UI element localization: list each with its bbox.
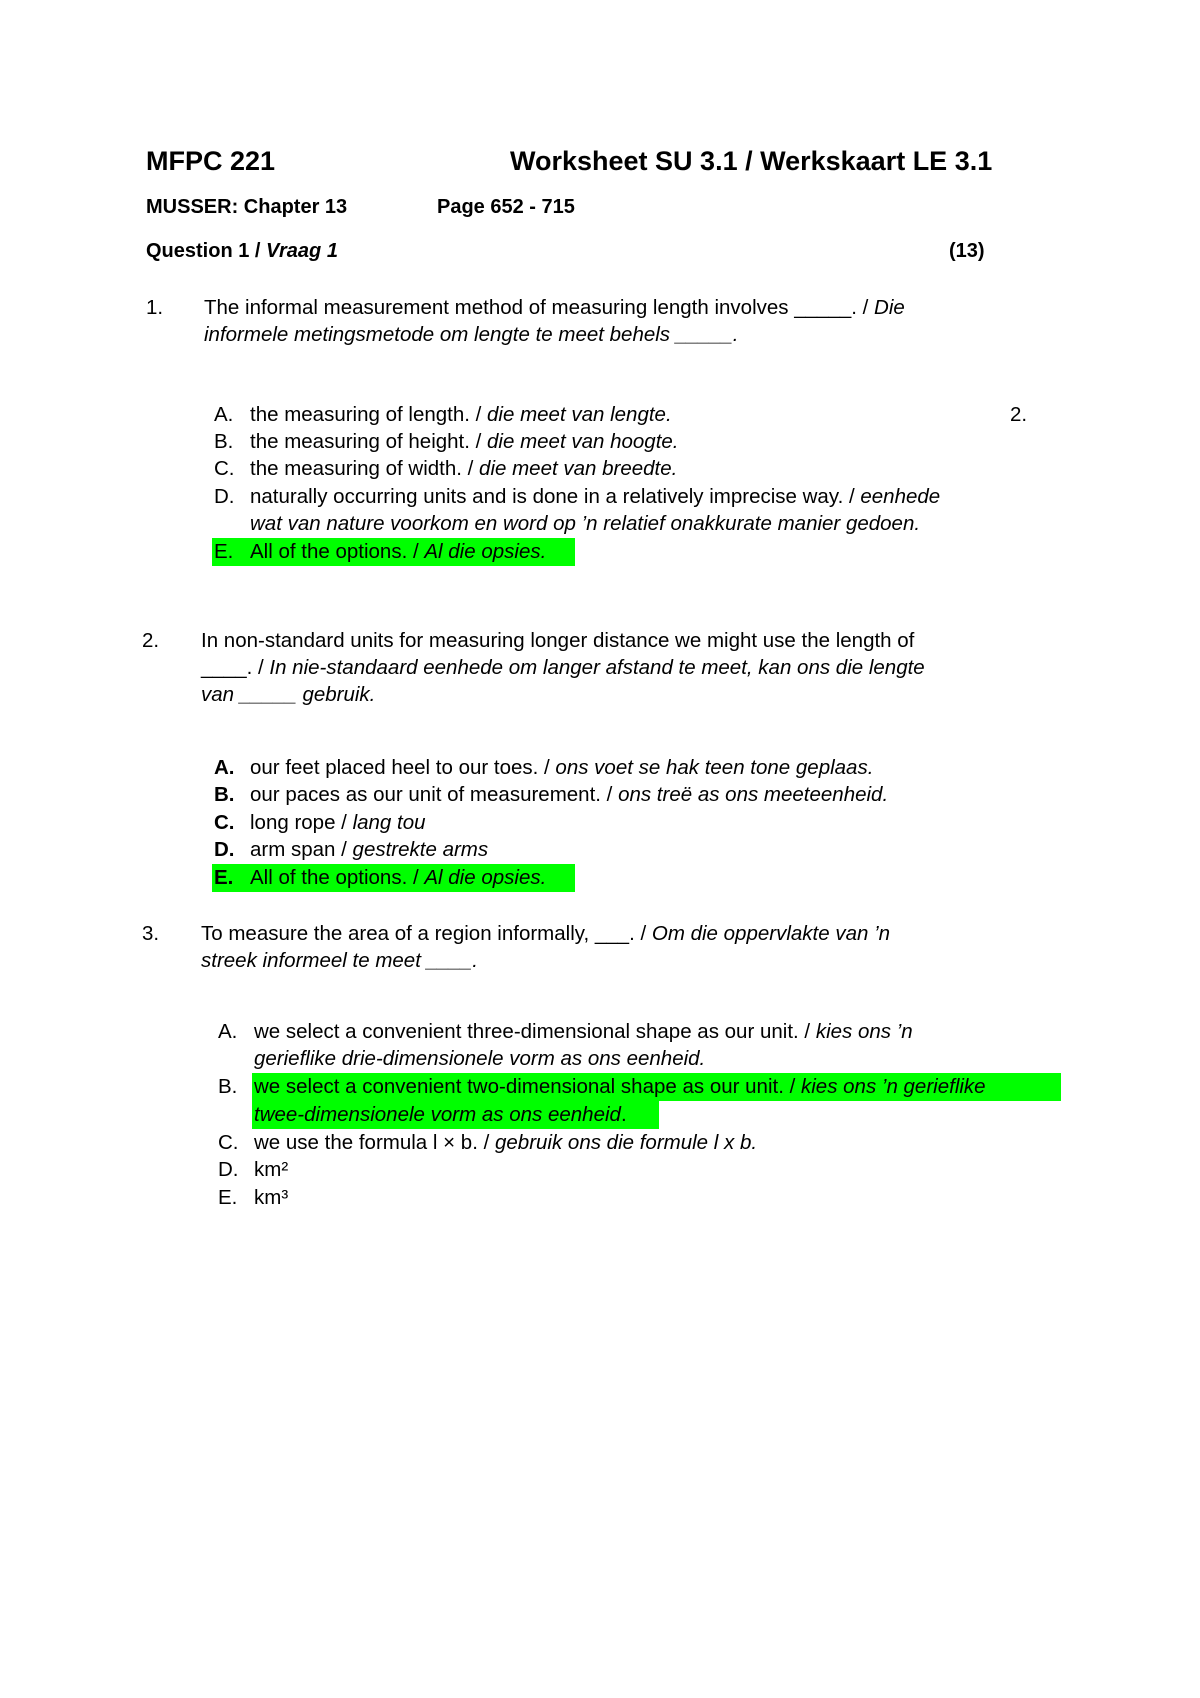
q3-option-b-en: we select a convenient two-dimensional shape as our unit. / [254,1075,801,1098]
q3-option-a-letter: A. [218,1020,238,1043]
q1-option-d [250,483,940,510]
q3-option-d-letter: D. [218,1158,239,1181]
q1-option-a-en: the measuring of length. / [250,403,488,426]
q3-option-c-en: we use the formula l × b. / [254,1131,495,1154]
q1-stray-number: 2. [1010,403,1028,426]
q2-option-e-en: All of the options. / [250,866,425,889]
q1-option-b-letter: B. [214,430,234,453]
q1-stem-line2: informele metingsmetode om lengte te meet behels _____. [204,323,739,346]
question-marks: (13) [949,240,985,262]
q1-option-e [250,538,546,565]
q2-option-a-letter: A. [214,756,235,779]
q1-option-a [250,401,672,428]
q2-option-c-af: lang tou [352,811,426,834]
q3-stem-line1 [201,920,890,947]
q3-option-b-letter: B. [218,1075,238,1098]
q3-option-c [254,1129,757,1156]
q3-stem-en: To measure the area of a region informally, ___. / [201,922,652,945]
q2-option-a [250,754,873,781]
q2-option-e [250,864,546,891]
q2-option-d [250,836,488,863]
q1-option-c [250,455,677,482]
q3-option-b-tail: . [620,1103,627,1126]
q3-option-a-af: kies ons ’n [815,1020,913,1043]
q1-option-b [250,428,679,455]
q3-option-a-line2: gerieflike drie-dimensionele vorm as ons eenheid. [254,1047,706,1070]
q1-option-a-letter: A. [214,403,234,426]
q3-option-a-en: we select a convenient three-dimensional shape as our unit. / [254,1020,816,1043]
page-range: Page 652 - 715 [437,196,575,218]
question-heading-af: Vraag 1 [266,240,338,262]
q2-option-d-letter: D. [214,838,235,861]
q2-option-e-letter: E. [214,866,234,889]
course-code: MFPC 221 [146,146,276,176]
q2-option-e-af: Al die opsies. [424,866,547,889]
q2-stem-af: In nie-standaard eenhede om langer afstand te meet, kan ons die lengte [269,656,925,679]
q1-option-e-af: Al die opsies. [424,540,547,563]
q1-number: 1. [146,296,164,319]
q1-option-c-af: die meet van breedte. [479,457,678,480]
q1-option-d-line2: wat van nature voorkom en word op ’n relatief onakkurate manier gedoen. [250,512,921,535]
q3-option-b-af2: twee-dimensionele vorm as ons eenheid [254,1103,621,1126]
q3-option-e-letter: E. [218,1186,238,1209]
q1-option-d-af: eenhede [860,485,941,508]
q1-option-b-en: the measuring of height. / [250,430,488,453]
q2-stem-line3: van _____ gebruik. [201,683,376,706]
q2-option-c-letter: C. [214,811,235,834]
q2-option-b-letter: B. [214,783,235,806]
q2-stem-line2 [201,654,925,681]
q2-option-b-af: ons treë as ons meeteenheid. [618,783,889,806]
q2-option-b-en: our paces as our unit of measurement. / [250,783,619,806]
q1-option-c-letter: C. [214,457,235,480]
q2-option-a-af: ons voet se hak teen tone geplaas. [555,756,874,779]
q3-stem-af: Om die oppervlakte van ’n [651,922,891,945]
q3-option-e: km³ [254,1186,289,1209]
q1-stem-af: Die [874,296,905,319]
worksheet-title: Worksheet SU 3.1 / Werkskaart LE 3.1 [510,146,993,176]
question-heading [146,240,338,263]
q2-option-d-af: gestrekte arms [352,838,489,861]
q2-stem-line1: In non-standard units for measuring longer distance we might use the length of [201,629,915,652]
question-heading-en: Question 1 / [146,240,267,262]
q2-stem-en: ____. / [201,656,270,679]
q1-stem-line1 [204,294,905,321]
q1-option-e-letter: E. [214,540,234,563]
q3-option-c-af: gebruik ons die formule l x b. [495,1131,758,1154]
q1-option-d-letter: D. [214,485,235,508]
q1-option-b-af: die meet van hoogte. [487,430,679,453]
q3-option-d: km² [254,1158,289,1181]
q1-option-e-en: All of the options. / [250,540,425,563]
q1-option-c-en: the measuring of width. / [250,457,480,480]
q2-option-b [250,781,888,808]
source-reference: MUSSER: Chapter 13 [146,196,348,218]
q3-option-b [254,1073,986,1100]
q3-stem-line2: streek informeel te meet ____. [201,949,478,972]
q2-option-a-en: our feet placed heel to our toes. / [250,756,556,779]
q3-number: 3. [142,922,160,945]
q3-option-c-letter: C. [218,1131,239,1154]
q3-option-b-line2 [254,1101,627,1128]
q2-option-d-en: arm span / [250,838,353,861]
q2-number: 2. [142,629,160,652]
q2-option-c [250,809,426,836]
q3-option-b-af: kies ons ’n gerieflike [800,1075,986,1098]
q1-stem-en: The informal measurement method of measuring length involves _____. / [204,296,875,319]
q2-option-c-en: long rope / [250,811,353,834]
q1-option-a-af: die meet van lengte. [487,403,672,426]
q3-option-a [254,1018,913,1045]
q1-option-d-en: naturally occurring units and is done in a relatively imprecise way. / [250,485,861,508]
